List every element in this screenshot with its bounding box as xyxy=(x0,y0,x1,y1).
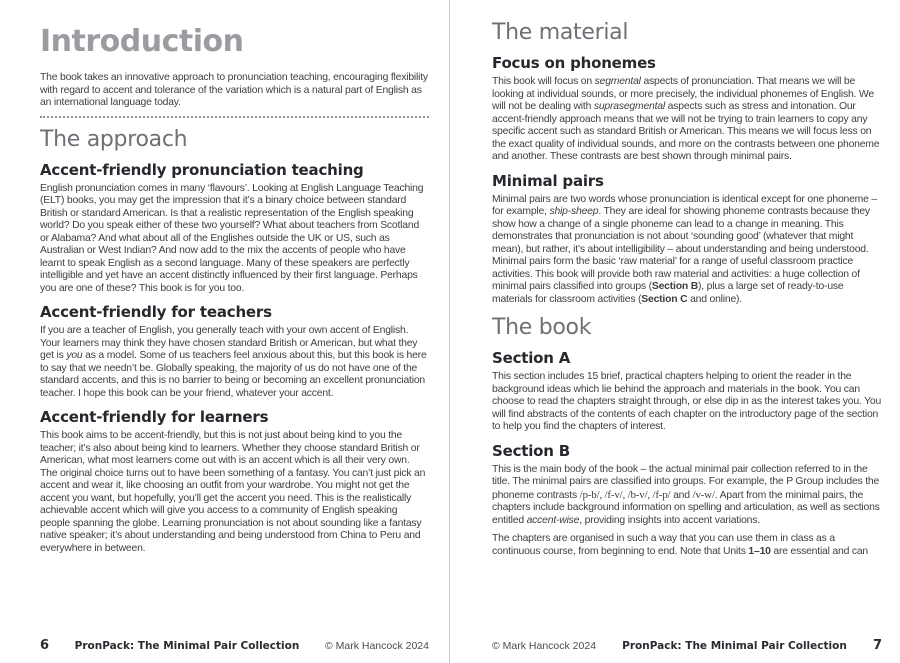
section-heading: The material xyxy=(492,20,629,45)
text-run: If you are a teacher of English, you generally teach with your own accent of English. Your learners may think they have chosen standard British or American, but what they get is xyxy=(40,325,418,361)
text-run: aspects of pronunciation. That means we will be looking at individual sounds, or more precisely, the individual phonemes of English. We will not be dealing with xyxy=(492,76,874,112)
subsection-heading: Accent-friendly for teachers xyxy=(40,303,272,321)
paragraph xyxy=(492,464,882,528)
text-run: English pronunciation comes in many ‘flavours’. Looking at English Language Teaching (ELT) books, you may get the impression that it’s a binary choice between standard British or standard American. Is that a realistic representation of the English speaking world? Do you speak either of these two yourself? What about teachers from Scotland or Alabama? And what about all of the Englishes outside the UK or US, such as Australian or West Indian? And now add to the mix the accents of people who have learnt to speak English as a second language. Many of these speakers are perfectly intelligible and yet have an accent distinctly influenced by their first language. Perhaps you are one of these? This book is for you too. xyxy=(40,182,424,294)
bold-text: 1–10 xyxy=(748,545,771,557)
text-run: . They are ideal for showing phoneme contrasts because they show how a change of a single phoneme can lead to a change in meaning. This demonstrates that pronunciation is not about ‘sounding good’ (whatever that might mean), but rather, it’s about intelligibility – about understanding and being understood. Minimal pairs form the basic ‘raw material’ for a range of useful classroom practice activities. This book will provide both raw material and activities: a huge collection of minimal pairs classified into groups ( xyxy=(492,206,870,292)
text-run: . Apart from the minimal pairs, the chapters include background information on spelling and articulation, as well as sections entitled xyxy=(492,489,880,526)
text-run: This section includes 15 brief, practical chapters helping to orient the reader in the background ideas which lie behind the approach and materials in the book. You can choose to read the chapters straight through, or else dip in as the interest takes you. You will find abstracts of the contents of each chapter on the introductory page of the section to help you find the chapters of interest. xyxy=(492,371,882,432)
italic-text: you xyxy=(66,350,83,361)
text-run: This is the main body of the book – the actual minimal pair collection referred to in the title. The minimal pairs are classified into groups. For example, the P Group includes the phoneme contrasts xyxy=(492,463,880,501)
paragraph xyxy=(492,533,882,558)
paragraph xyxy=(40,430,429,555)
paragraph xyxy=(40,325,429,400)
section-heading: The book xyxy=(492,315,592,340)
italic-text: segmental xyxy=(594,76,641,87)
text-run: as a model. Some of us teachers feel anxious about this, but this book is here to say that we needn’t be. Globally speaking, the majority of us do not have one of the standard accents, and this is no barrier to being or becoming an excellent pronunciation teacher. I hope this book can be your friend, whatever your accent. xyxy=(40,350,427,399)
paragraph xyxy=(492,76,882,164)
italic-text: ship-sheep xyxy=(549,206,599,217)
text-run: This book aims to be accent-friendly, but this is not just about being kind to you the teacher; it’s also about being kind to learners. Whether they choose standard British or American, what most learners come out with is an accent which is all their very own. The original choice turns out to have been something of a fantasy. You can’t just pick an accent and wear it, like choosing an outfit from your wardrobe. You might not get the accent you want, but hopefully, you’ll get the accent you need. This is the realistically achievable accent which will give you access to a community of English speaking people spanning the globe. Learning pronunciation is not about sounding like a fantasy native speaker; it’s about understanding and being understood from China to Peru and everywhere in between. xyxy=(40,430,426,554)
text-run: The chapters are organised in such a way that you can use them in class as a continuous course, from beginning to end. Note that Units xyxy=(492,533,835,557)
paragraph xyxy=(492,371,882,434)
section-heading: The approach xyxy=(40,126,188,152)
page-number: 7 xyxy=(872,638,882,653)
dotted-divider xyxy=(40,116,429,118)
bold-text: Section B xyxy=(651,281,698,292)
footer-copyright: © Mark Hancock 2024 xyxy=(324,640,429,652)
footer-book-title: PronPack: The Minimal Pair Collection xyxy=(74,640,300,652)
intro-paragraph xyxy=(40,72,429,110)
text-run: ), plus a large set of ready-to-use materials for classroom activities ( xyxy=(492,281,844,305)
text-run: This book will focus on xyxy=(492,76,595,87)
subsection-heading: Accent-friendly pronunciation teaching xyxy=(40,160,364,179)
subsection-heading: Section A xyxy=(492,349,571,367)
phonemic-text: /v-w/ xyxy=(692,488,715,501)
text-run: , providing insights into accent variations. xyxy=(579,514,760,526)
text-run: are essential and can xyxy=(770,545,868,557)
text-run: and online). xyxy=(687,293,742,305)
text-run: aspects such as stress and intonation. Our accent-friendly approach means that we will not be trying to train learners to copy any specific accent such as standard British or American. This means we will focus less on the exact quality of individual sounds, and more on the contrasts between one phoneme and another. These contrasts are best shown through minimal pairs. xyxy=(492,101,880,162)
italic-text: accent-wise xyxy=(526,514,580,526)
text-run: and xyxy=(670,489,693,501)
paragraph xyxy=(40,183,429,296)
phonemic-text: /p-b/, /f-v/, /b-v/, /f-p/ xyxy=(579,488,671,501)
page-number: 6 xyxy=(40,638,50,653)
footer-book-title: PronPack: The Minimal Pair Collection xyxy=(622,640,847,652)
page-right xyxy=(450,0,900,663)
text-run: The book takes an innovative approach to pronunciation teaching, encouraging flexibility with regard to accent and tolerance of the variation which is a natural part of English as an international language today. xyxy=(40,72,428,108)
page-title: Introduction xyxy=(40,24,244,59)
subsection-heading: Focus on phonemes xyxy=(492,54,656,72)
paragraph xyxy=(492,194,882,307)
subsection-heading: Minimal pairs xyxy=(492,171,604,190)
footer-copyright: © Mark Hancock 2024 xyxy=(492,640,597,652)
page-right-content xyxy=(492,20,882,564)
page-right-footer xyxy=(492,635,882,653)
page-left-content xyxy=(40,24,429,561)
subsection-heading: Accent-friendly for learners xyxy=(40,408,269,426)
page-left-footer xyxy=(40,635,429,653)
text-run: Minimal pairs are two words whose pronunciation is identical except for one phoneme – for example, xyxy=(492,193,877,217)
bold-text: Section C xyxy=(641,293,688,305)
italic-text: suprasegmental xyxy=(593,101,665,112)
subsection-heading: Section B xyxy=(492,441,571,460)
